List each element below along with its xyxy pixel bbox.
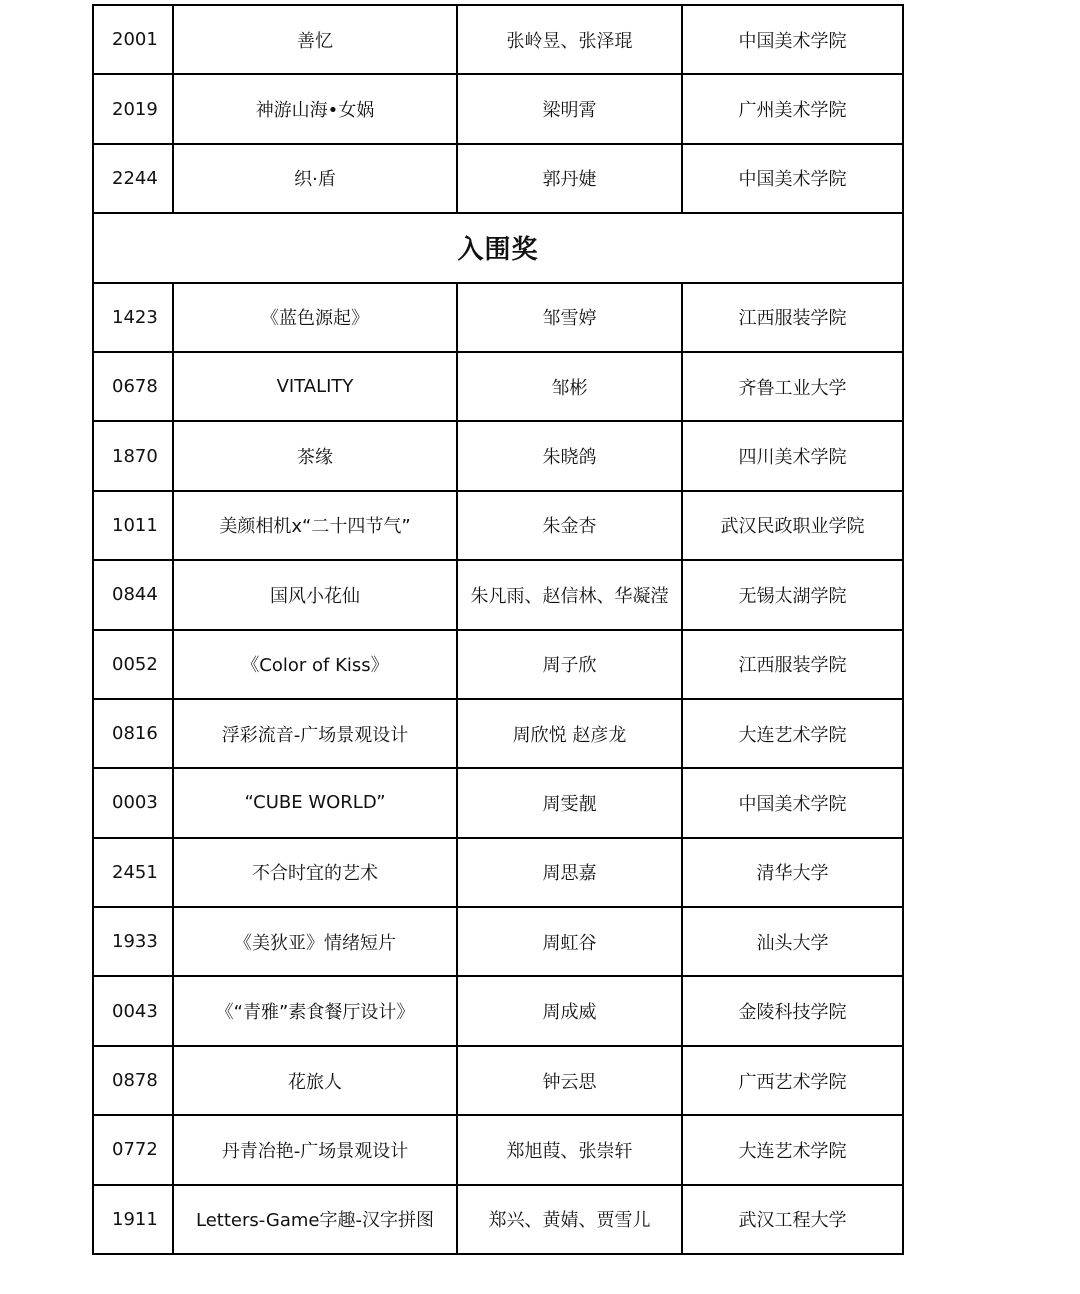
- table-row: [93, 421, 903, 490]
- entry-title: 茶缘: [173, 421, 457, 490]
- entry-school: 中国美术学院: [682, 5, 903, 74]
- entry-author: 周虹谷: [457, 907, 682, 976]
- table-row: [93, 630, 903, 699]
- table-row: [93, 283, 903, 352]
- entry-author: 邹彬: [457, 352, 682, 421]
- entry-author: 郑兴、黄婧、贾雪儿: [457, 1185, 682, 1254]
- section-header-row: [93, 213, 903, 282]
- entry-title: 浮彩流音-广场景观设计: [173, 699, 457, 768]
- entry-title: 《美狄亚》情绪短片: [173, 907, 457, 976]
- entry-id: 0043: [93, 976, 173, 1045]
- entry-id: 0816: [93, 699, 173, 768]
- entry-title: Letters-Game字趣-汉字拼图: [173, 1185, 457, 1254]
- entry-id: 0003: [93, 768, 173, 837]
- entry-id: 0878: [93, 1046, 173, 1115]
- entry-school: 中国美术学院: [682, 144, 903, 213]
- entry-author: 朱凡雨、赵信林、华凝滢: [457, 560, 682, 629]
- table-row: [93, 1115, 903, 1184]
- table-row: [93, 5, 903, 74]
- entry-school: 江西服装学院: [682, 283, 903, 352]
- entry-school: 中国美术学院: [682, 768, 903, 837]
- entry-school: 大连艺术学院: [682, 699, 903, 768]
- section-title: 入围奖: [93, 213, 903, 282]
- entry-id: 2451: [93, 838, 173, 907]
- entry-school: 武汉工程大学: [682, 1185, 903, 1254]
- entry-school: 四川美术学院: [682, 421, 903, 490]
- entry-school: 齐鲁工业大学: [682, 352, 903, 421]
- table-row: [93, 976, 903, 1045]
- entry-title: 不合时宜的艺术: [173, 838, 457, 907]
- award-list-table: [92, 4, 904, 1255]
- entry-author: 钟云思: [457, 1046, 682, 1115]
- entry-title: 织·盾: [173, 144, 457, 213]
- entry-title: “CUBE WORLD”: [173, 768, 457, 837]
- entry-school: 金陵科技学院: [682, 976, 903, 1045]
- entry-id: 0772: [93, 1115, 173, 1184]
- entry-title: 善忆: [173, 5, 457, 74]
- table-row: [93, 491, 903, 560]
- entry-author: 周欣悦 赵彦龙: [457, 699, 682, 768]
- entry-school: 无锡太湖学院: [682, 560, 903, 629]
- table-row: [93, 144, 903, 213]
- entry-title: 神游山海•女娲: [173, 74, 457, 143]
- table-row: [93, 352, 903, 421]
- entry-school: 广西艺术学院: [682, 1046, 903, 1115]
- entry-title: VITALITY: [173, 352, 457, 421]
- table-row: [93, 1185, 903, 1254]
- entry-id: 0052: [93, 630, 173, 699]
- entry-author: 朱金杏: [457, 491, 682, 560]
- entry-school: 江西服装学院: [682, 630, 903, 699]
- entry-author: 周雯靓: [457, 768, 682, 837]
- entry-school: 汕头大学: [682, 907, 903, 976]
- table-row: [93, 907, 903, 976]
- entry-title: 丹青冶艳-广场景观设计: [173, 1115, 457, 1184]
- table-row: [93, 838, 903, 907]
- entry-id: 1011: [93, 491, 173, 560]
- entry-title: 美颜相机x“二十四节气”: [173, 491, 457, 560]
- table-row: [93, 560, 903, 629]
- entry-id: 2019: [93, 74, 173, 143]
- entry-id: 1870: [93, 421, 173, 490]
- entry-author: 朱晓鸽: [457, 421, 682, 490]
- table-row: [93, 74, 903, 143]
- entry-school: 武汉民政职业学院: [682, 491, 903, 560]
- entry-author: 周子欣: [457, 630, 682, 699]
- table-row: [93, 768, 903, 837]
- entry-author: 张岭昱、张泽琨: [457, 5, 682, 74]
- table-row: [93, 1046, 903, 1115]
- entry-author: 周思嘉: [457, 838, 682, 907]
- entry-title: 花旅人: [173, 1046, 457, 1115]
- entry-school: 大连艺术学院: [682, 1115, 903, 1184]
- entry-author: 梁明霄: [457, 74, 682, 143]
- entry-school: 清华大学: [682, 838, 903, 907]
- entry-title: 《Color of Kiss》: [173, 630, 457, 699]
- entry-id: 1911: [93, 1185, 173, 1254]
- table-row: [93, 699, 903, 768]
- entry-author: 邹雪婷: [457, 283, 682, 352]
- entry-author: 郑旭葭、张崇轩: [457, 1115, 682, 1184]
- entry-id: 1423: [93, 283, 173, 352]
- entry-id: 2244: [93, 144, 173, 213]
- entry-title: 《蓝色源起》: [173, 283, 457, 352]
- entry-id: 0844: [93, 560, 173, 629]
- entry-author: 周成威: [457, 976, 682, 1045]
- entry-title: 国风小花仙: [173, 560, 457, 629]
- entry-author: 郭丹婕: [457, 144, 682, 213]
- entry-title: 《“青雅”素食餐厅设计》: [173, 976, 457, 1045]
- entry-id: 1933: [93, 907, 173, 976]
- entry-id: 2001: [93, 5, 173, 74]
- entry-id: 0678: [93, 352, 173, 421]
- entry-school: 广州美术学院: [682, 74, 903, 143]
